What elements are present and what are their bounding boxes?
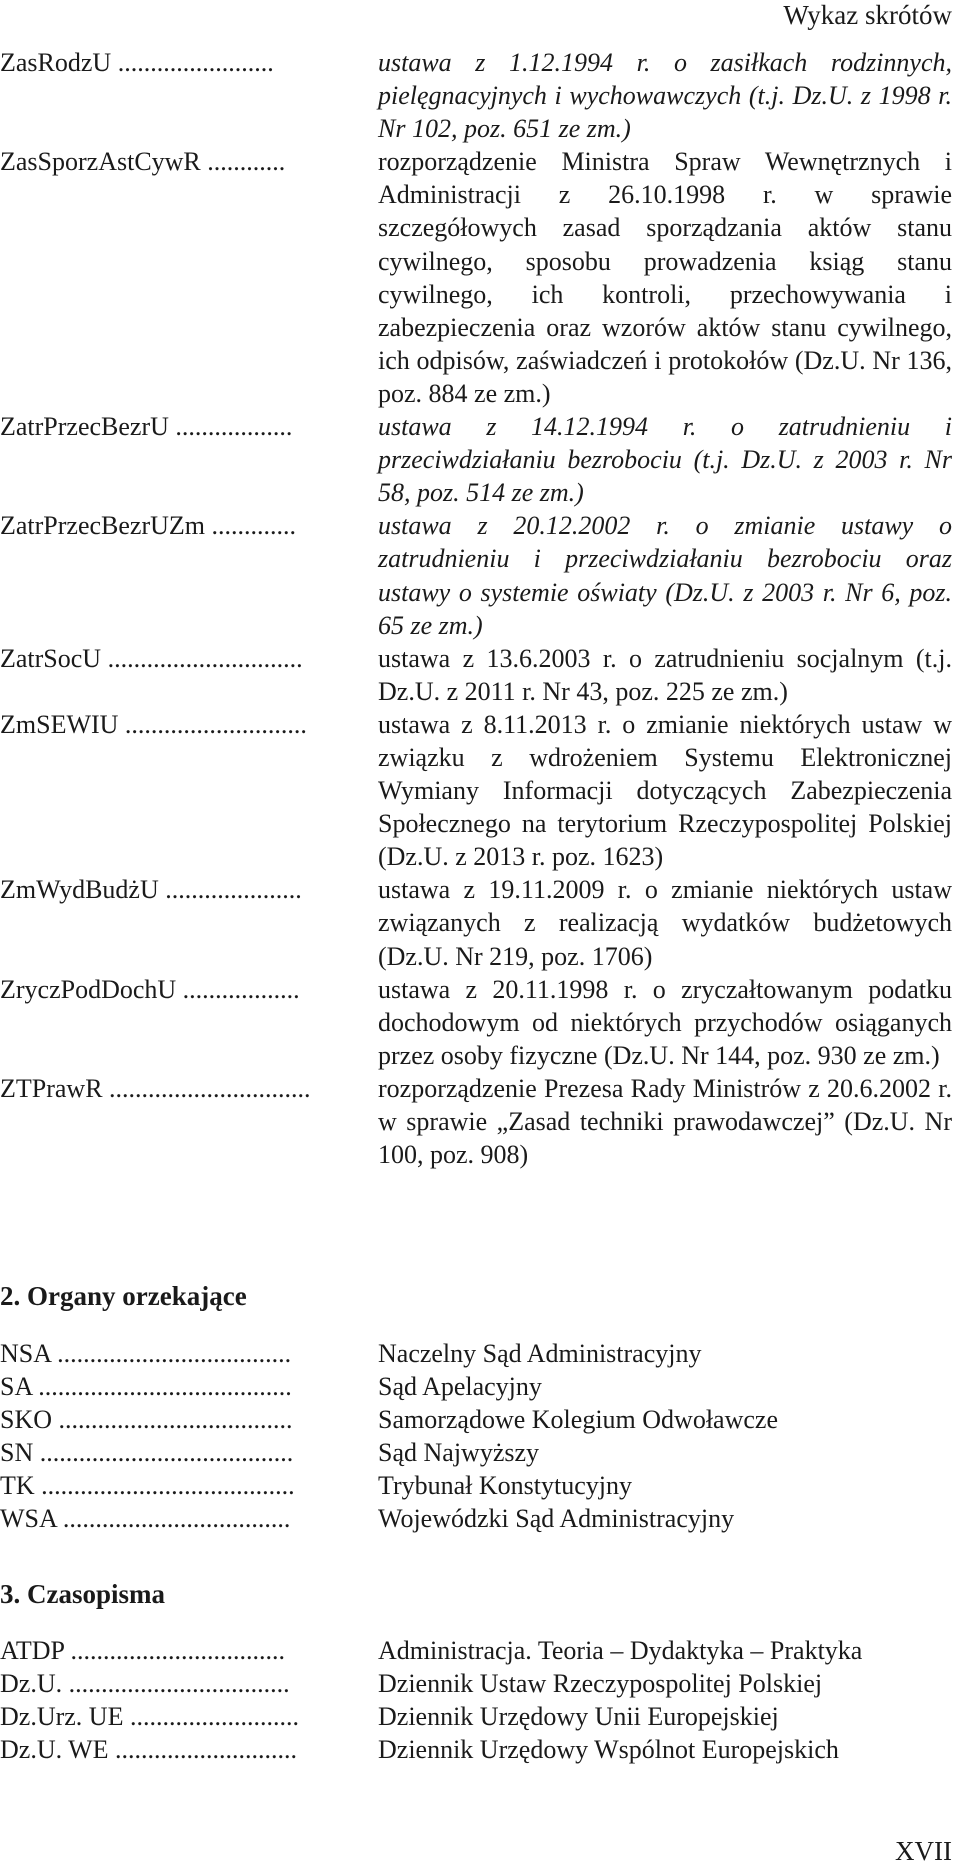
list-item (0, 46, 952, 145)
running-head: Wykaz skrótów (783, 0, 952, 30)
abbreviation: ZatrPrzecBezrU .................. (0, 412, 293, 442)
definition: ustawa z 8.11.2013 r. o zmianie niektórych ustaw w związku z wdrożeniem Systemu Elektronicznej Wymiany Informacji dotyczących Zabezpieczenia Społecznego na terytorium Rzeczypospolitej Polskiej (Dz.U. z 2013 r. poz. 1623) (378, 709, 952, 872)
abbreviation: SA ....................................... (0, 1372, 292, 1402)
list-item (0, 509, 952, 641)
acts-list (0, 46, 952, 1171)
definition: ustawa z 19.11.2009 r. o zmianie niektórych ustaw związanych z realizacją wydatków budżetowych (Dz.U. Nr 219, poz. 1706) (378, 875, 952, 971)
definition: rozporządzenie Ministra Spraw Wewnętrznych i Administracji z 26.10.1998 r. w sprawie szczegółowych zasad sporządzania aktów stanu cywilnego, sposobu prowadzenia ksiąg stanu cywilnego, ich kontroli, przechowywania i zabezpieczenia oraz wzorów aktów stanu cywilnego, ich odpisów, zaświadczeń i protokołów (Dz.U. Nr 136, poz. 884 ze zm.) (378, 147, 952, 408)
definition: Dziennik Urzędowy Wspólnot Europejskich (378, 1735, 839, 1765)
definition: ustawa z 13.6.2003 r. o zatrudnieniu socjalnym (t.j. Dz.U. z 2011 r. Nr 43, poz. 225 ze zm.) (378, 643, 952, 706)
list-item (0, 1634, 952, 1667)
definition: Samorządowe Kolegium Odwoławcze (378, 1405, 778, 1435)
definition: ustawa z 20.12.2002 r. o zmianie ustawy o zatrudnieniu i przeciwdziałaniu bezrobociu oraz ustawy o systemie oświaty (Dz.U. z 2003 r. Nr 6, poz. 65 ze zm.) (378, 511, 952, 640)
definition: ustawa z 20.11.1998 r. o zryczałtowanym podatku dochodowym od niektórych przychodów osiąganych przez osoby fizyczne (Dz.U. Nr 144, poz. 930 ze zm.) (378, 974, 952, 1070)
abbreviation: ATDP ................................. (0, 1636, 286, 1665)
abbreviation: ZatrPrzecBezrUZm ............. (0, 511, 297, 541)
list-item (0, 145, 952, 410)
section-heading-courts: 2. Organy orzekające (0, 1281, 247, 1311)
list-item (0, 1370, 952, 1403)
page-number: XVII (895, 1836, 952, 1866)
abbreviation: SN ....................................... (0, 1438, 294, 1468)
abbreviation: ZmSEWIU ............................ (0, 709, 307, 739)
list-item (0, 1502, 952, 1535)
list-item (0, 873, 952, 972)
list-item (0, 1436, 952, 1469)
list-item (0, 410, 952, 509)
abbreviation: Dz.U. WE ............................ (0, 1735, 298, 1765)
abbreviation: ZasRodzU ........................ (0, 48, 274, 77)
abbreviation: Dz.U. .................................. (0, 1669, 290, 1699)
courts-list (0, 1337, 952, 1536)
list-item (0, 1072, 952, 1171)
definition: Administracja. Teoria – Dydaktyka – Praktyka (378, 1636, 863, 1665)
list-item (0, 1469, 952, 1502)
journals-list (0, 1634, 952, 1766)
abbreviation: ZatrSocU .............................. (0, 643, 303, 673)
abbreviation: SKO .................................... (0, 1405, 293, 1435)
list-item (0, 973, 952, 1072)
abbreviation: ZasSporzAstCywR ............ (0, 147, 286, 177)
abbreviation: ZmWydBudżU ..................... (0, 875, 302, 905)
list-item (0, 1337, 952, 1370)
list-item (0, 1700, 952, 1733)
definition: Dziennik Ustaw Rzeczypospolitej Polskiej (378, 1669, 823, 1699)
list-item (0, 1403, 952, 1436)
definition: Sąd Najwyższy (378, 1438, 540, 1468)
definition: rozporządzenie Prezesa Rady Ministrów z 20.6.2002 r. w sprawie „Zasad techniki prawodawczej” (Dz.U. Nr 100, poz. 908) (378, 1073, 952, 1170)
list-item (0, 1667, 952, 1700)
abbreviation: ZTPrawR ............................... (0, 1073, 311, 1103)
definition: Wojewódzki Sąd Administracyjny (378, 1504, 735, 1534)
abbreviation: TK ....................................... (0, 1471, 295, 1501)
definition: Naczelny Sąd Administracyjny (378, 1339, 702, 1368)
definition: ustawa z 14.12.1994 r. o zatrudnieniu i przeciwdziałaniu bezrobociu (t.j. Dz.U. z 2003 r. Nr 58, poz. 514 ze zm.) (378, 412, 952, 508)
definition: ustawa z 1.12.1994 r. o zasiłkach rodzinnych, pielęgnacyjnych i wychowawczych (t.j. Dz.U. z 1998 r. Nr 102, poz. 651 ze zm.) (378, 48, 952, 144)
list-item (0, 1733, 952, 1766)
list-item (0, 708, 952, 873)
section-heading-journals: 3. Czasopisma (0, 1579, 166, 1609)
abbreviation: ZryczPodDochU .................. (0, 974, 300, 1004)
definition: Dziennik Urzędowy Unii Europejskiej (378, 1702, 779, 1732)
abbreviation: WSA ................................... (0, 1504, 291, 1534)
definition: Trybunał Konstytucyjny (378, 1471, 632, 1501)
definition: Sąd Apelacyjny (378, 1372, 542, 1402)
abbreviation: NSA .................................... (0, 1339, 292, 1368)
list-item (0, 642, 952, 708)
abbreviation: Dz.Urz. UE .......................... (0, 1702, 299, 1732)
